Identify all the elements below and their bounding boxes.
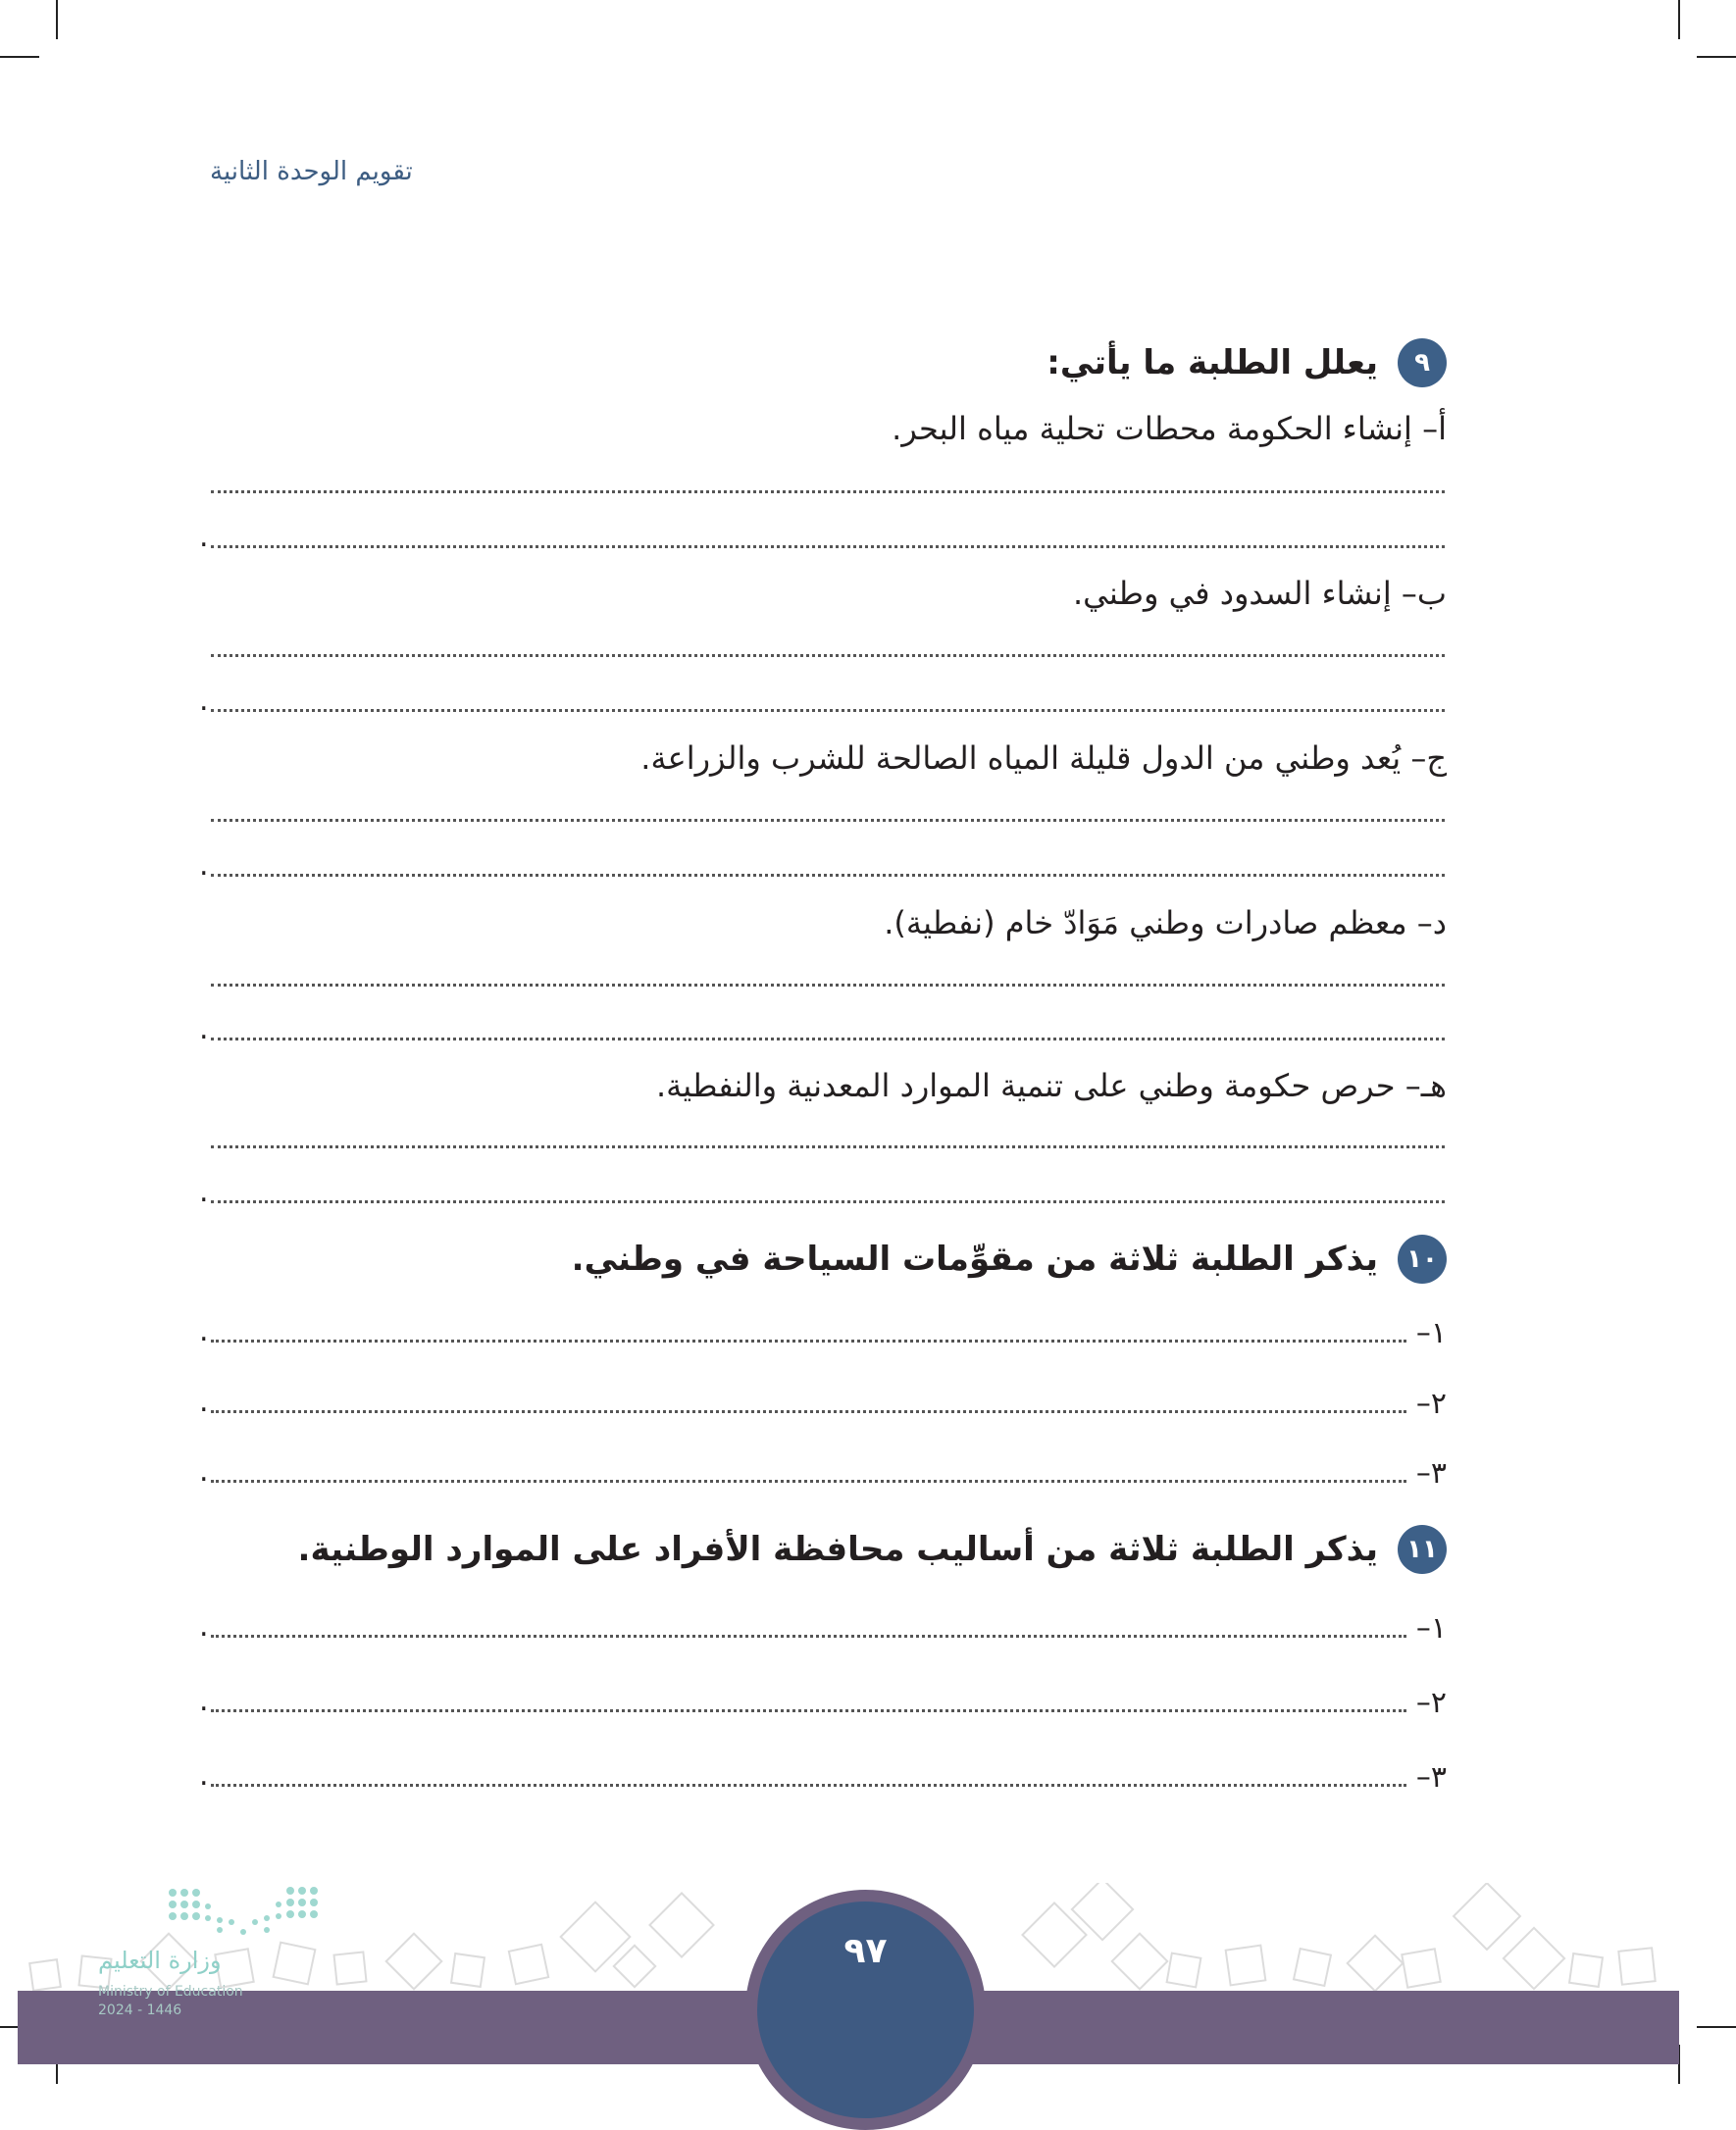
list-item[interactable]: [211, 1380, 1447, 1419]
crop-mark: [1678, 0, 1680, 39]
list-item[interactable]: [211, 1449, 1447, 1489]
list-number: ٣–: [1415, 1760, 1447, 1795]
question-text: يعلل الطلبة ما يأتي:: [1047, 343, 1378, 382]
list-item[interactable]: [211, 1753, 1447, 1793]
crop-mark: [56, 0, 58, 39]
answer-line[interactable]: [211, 490, 1445, 493]
crop-mark: [1697, 56, 1736, 58]
question-10-heading: [572, 1232, 1447, 1287]
question-number-badge: ١١: [1398, 1525, 1447, 1574]
question-9-heading: [1047, 335, 1447, 390]
edition-year: 2024 - 1446: [98, 2003, 182, 2018]
answer-line[interactable]: [211, 1340, 1406, 1343]
question-text: يذكر الطلبة ثلاثة من مقوِّمات السياحة في وطني.: [571, 1240, 1378, 1279]
sub-question-b: ب– إنشاء السدود في وطني.: [1072, 575, 1447, 612]
sub-question-a: أ– إنشاء الحكومة محطات تحلية مياه البحر.: [892, 410, 1447, 447]
answer-line[interactable]: [211, 1784, 1406, 1787]
list-item[interactable]: [211, 1604, 1447, 1644]
list-number: ٢–: [1415, 1387, 1447, 1421]
answer-line[interactable]: [211, 819, 1445, 822]
answer-line[interactable]: [211, 1635, 1406, 1638]
sub-question-d: د– معظم صادرات وطني مَوَادّ خام (نفطية).: [884, 904, 1447, 941]
ministry-name-en: Ministry of Education: [98, 1984, 243, 2000]
answer-line[interactable]: [211, 1480, 1406, 1483]
sub-question-c: ج– يُعد وطني من الدول قليلة المياه الصالحة للشرب والزراعة.: [640, 739, 1447, 777]
answer-line[interactable]: [211, 709, 1445, 712]
list-number: ٢–: [1415, 1686, 1447, 1720]
answer-line[interactable]: [211, 984, 1445, 987]
answer-line[interactable]: [211, 1038, 1445, 1040]
page-number: ٩٧: [757, 1902, 974, 2118]
crop-mark: [1697, 2026, 1736, 2028]
answer-line[interactable]: [211, 1709, 1406, 1712]
section-header: تقويم الوحدة الثانية: [210, 157, 413, 186]
answer-line[interactable]: [211, 1410, 1406, 1413]
sub-question-e: هـ– حرص حكومة وطني على تنمية الموارد المعدنية والنفطية.: [655, 1067, 1447, 1104]
list-number: ٣–: [1415, 1456, 1447, 1491]
list-item[interactable]: [211, 1309, 1447, 1348]
question-11-heading: [298, 1522, 1447, 1577]
question-text: يذكر الطلبة ثلاثة من أساليب محافظة الأفراد على الموارد الوطنية.: [297, 1530, 1378, 1569]
answer-line[interactable]: [211, 1200, 1445, 1203]
crop-mark: [0, 56, 39, 58]
ministry-name-ar: وزارة التعليم: [98, 1947, 222, 1974]
answer-line[interactable]: [211, 654, 1445, 657]
list-number: ١–: [1415, 1611, 1447, 1646]
list-number: ١–: [1415, 1316, 1447, 1350]
answer-line[interactable]: [211, 1145, 1445, 1148]
answer-line[interactable]: [211, 545, 1445, 548]
answer-line[interactable]: [211, 874, 1445, 877]
list-item[interactable]: [211, 1679, 1447, 1718]
question-number-badge: ١٠: [1398, 1235, 1447, 1284]
question-number-badge: ٩: [1398, 338, 1447, 387]
